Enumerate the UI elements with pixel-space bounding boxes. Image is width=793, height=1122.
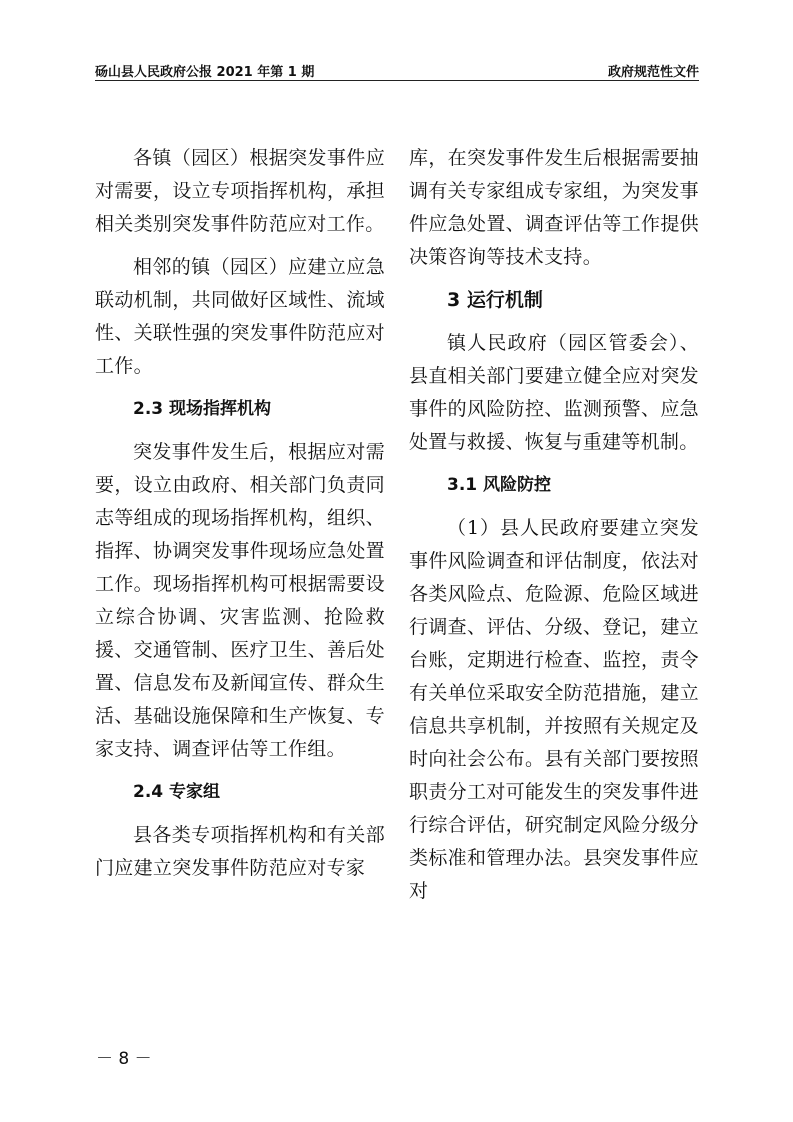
page-number: － 8 － [96, 1049, 152, 1069]
running-header [95, 59, 699, 81]
paragraph: （1）县人民政府要建立突发事件风险调查和评估制度，依法对各类风险点、危险源、危险区域进行调查、评估、分级、登记，建立台账，定期进行检查、监控，责令有关单位采取安全防范措施，建立信息共享机制，并按照有关规定及时向社会公布。县有关部门要按照职责分工对可能发生的突发事件进行综合评估，研究制定风险分级分类标准和管理办法。县突发事件应对 [409, 517, 699, 902]
section-heading: 3.1 风险防控 [447, 475, 552, 495]
paragraph: 相邻的镇（园区）应建立应急联动机制，共同做好区域性、流域性、关联性强的突发事件防范应对工作。 [95, 256, 385, 377]
paragraph: 镇人民政府（园区管委会）、县直相关部门要建立健全应对突发事件的风险防控、监测预警、应急处置与救援、恢复与重建等机制。 [409, 332, 699, 453]
chapter-heading: 3 运行机制 [447, 289, 543, 311]
paragraph: 突发事件发生后，根据应对需要，设立由政府、相关部门负责同志等组成的现场指挥机构，组织、指挥、协调突发事件现场应急处置工作。现场指挥机构可根据需要设立综合协调、灾害监测、抢险救援、交通管制、医疗卫生、善后处置、信息发布及新闻宣传、群众生活、基础设施保障和生产恢复、专家支持、调查评估等工作组。 [95, 441, 385, 760]
header-rule [95, 80, 699, 81]
section-heading: 2.4 专家组 [133, 782, 221, 802]
paragraph: 各镇（园区）根据突发事件应对需要，设立专项指挥机构，承担相关类别突发事件防范应对工作。 [95, 147, 385, 235]
header-section-title: 政府规范性文件 [607, 65, 699, 80]
paragraph-continued: 库，在突发事件发生后根据需要抽调有关专家组成专家组，为突发事件应急处置、调查评估等工作提供决策咨询等技术支持。 [409, 147, 699, 268]
right-column [409, 142, 699, 918]
paragraph: 县各类专项指挥机构和有关部门应建立突发事件防范应对专家 [95, 824, 385, 879]
left-column [95, 142, 385, 895]
section-heading: 2.3 现场指挥机构 [133, 399, 272, 419]
header-publication-title: 砀山县人民政府公报 2021 年第 1 期 [95, 65, 315, 80]
